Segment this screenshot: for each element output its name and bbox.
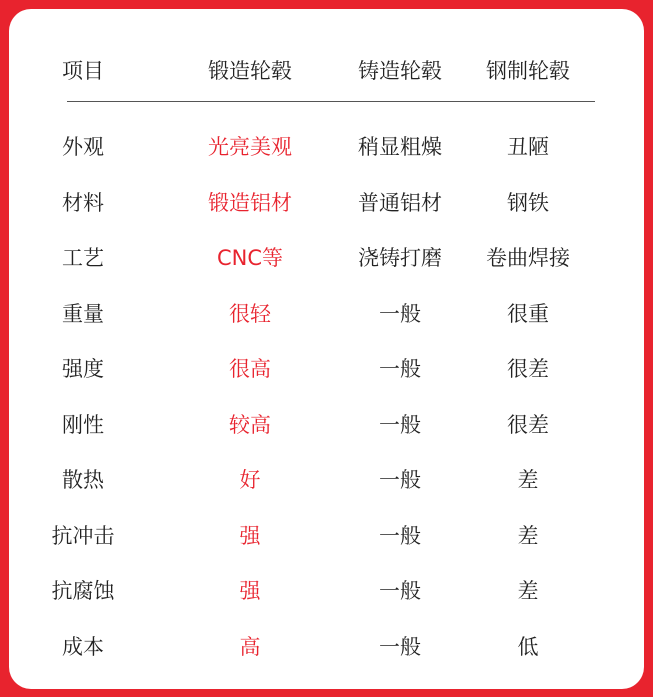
table-row — [9, 462, 644, 498]
row-forged: 锻造铝材 — [208, 190, 292, 215]
row-steel: 差 — [517, 523, 539, 548]
row-cast: 普通铝材 — [358, 190, 442, 215]
row-item: 工艺 — [62, 246, 104, 270]
row-steel: 差 — [517, 579, 539, 603]
row-forged: 很高 — [229, 357, 271, 381]
row-steel: 钢铁 — [507, 190, 549, 215]
row-forged: 高 — [239, 634, 261, 659]
row-cast: 一般 — [379, 412, 421, 437]
row-item: 抗腐蚀 — [51, 579, 115, 603]
row-cast: 浇铸打磨 — [358, 246, 442, 270]
row-forged: CNC等 — [216, 246, 284, 270]
table-row — [9, 240, 644, 276]
row-cast: 一般 — [379, 468, 421, 492]
row-forged: 强 — [239, 523, 261, 548]
table-row — [9, 407, 644, 443]
table-header — [9, 53, 644, 89]
table-row — [9, 351, 644, 387]
table-row — [9, 573, 644, 609]
table-row — [9, 629, 644, 665]
row-steel: 卷曲焊接 — [486, 246, 570, 270]
row-item: 刚性 — [62, 412, 104, 437]
row-item: 强度 — [62, 357, 104, 381]
table-row — [9, 518, 644, 554]
row-item: 成本 — [62, 634, 104, 659]
row-steel: 差 — [517, 468, 539, 492]
row-item: 抗冲击 — [51, 523, 115, 548]
row-steel: 很重 — [507, 301, 549, 326]
table-row — [9, 296, 644, 332]
header-item: 项目 — [62, 59, 104, 83]
header-divider — [67, 101, 595, 102]
row-cast: 一般 — [379, 523, 421, 548]
row-forged: 很轻 — [229, 301, 271, 326]
row-forged: 好 — [239, 468, 261, 492]
table-row — [9, 129, 644, 165]
header-steel-wheel: 钢制轮毂 — [486, 59, 570, 83]
row-steel: 很差 — [507, 412, 549, 437]
row-steel: 丑陋 — [507, 135, 549, 159]
row-forged: 强 — [239, 579, 261, 603]
row-cast: 一般 — [379, 357, 421, 381]
row-steel: 低 — [517, 634, 539, 659]
row-item: 散热 — [62, 468, 104, 492]
header-cast-wheel: 铸造轮毂 — [358, 59, 442, 83]
row-cast: 一般 — [379, 579, 421, 603]
row-item: 重量 — [62, 301, 104, 326]
table-row — [9, 185, 644, 221]
row-steel: 很差 — [507, 357, 549, 381]
row-cast: 一般 — [379, 634, 421, 659]
row-cast: 一般 — [379, 301, 421, 326]
comparison-card — [9, 9, 644, 689]
row-cast: 稍显粗燥 — [358, 135, 442, 159]
row-forged: 较高 — [229, 412, 271, 437]
row-item: 外观 — [62, 135, 104, 159]
header-forged-wheel: 锻造轮毂 — [208, 59, 292, 83]
row-forged: 光亮美观 — [208, 135, 292, 159]
row-item: 材料 — [62, 190, 104, 215]
